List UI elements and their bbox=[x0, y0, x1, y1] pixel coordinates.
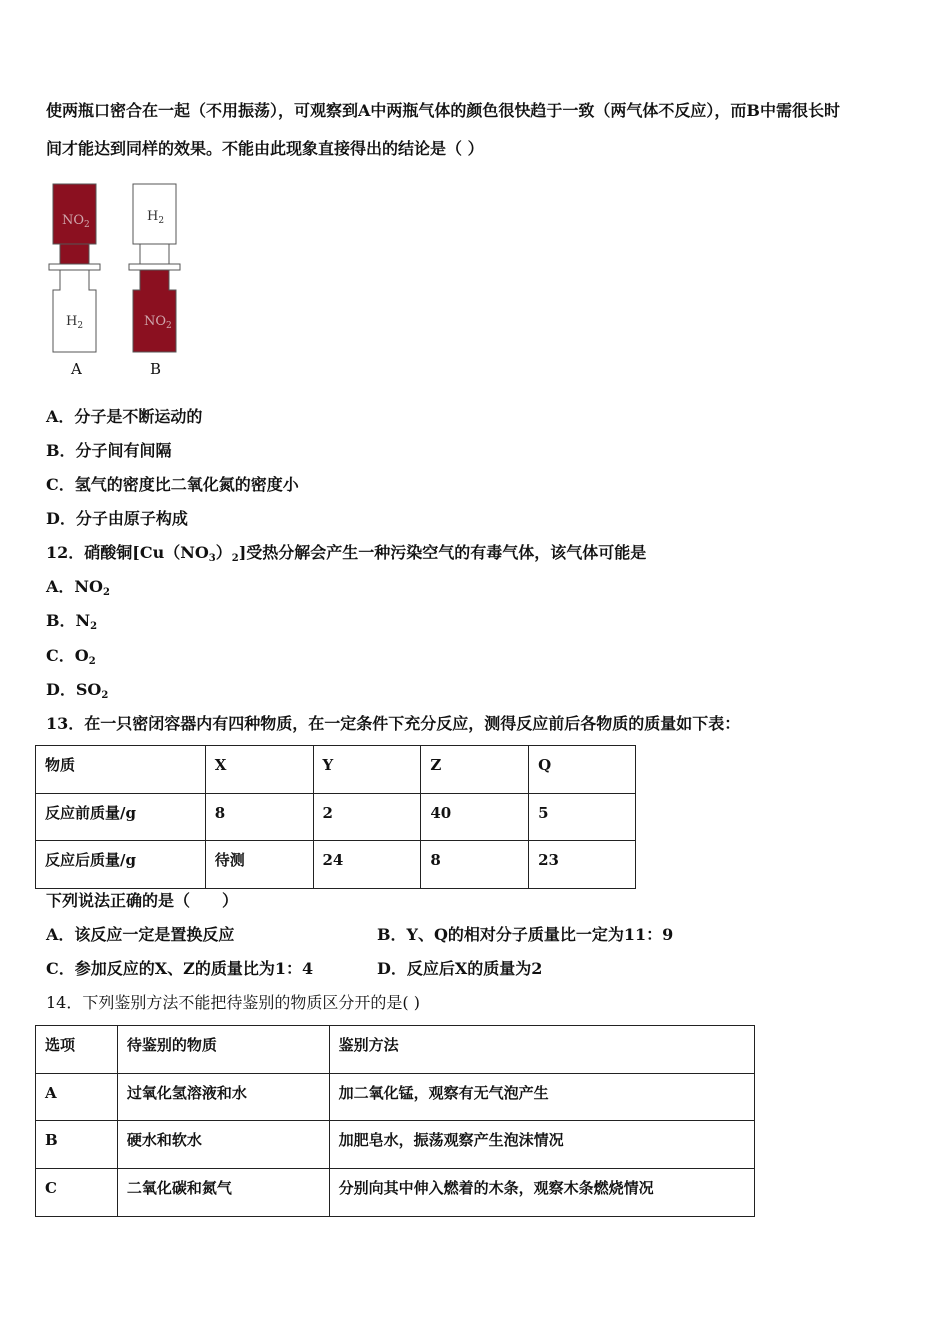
q14-stem: 14．下列鉴别方法不能把待鉴别的物质区分开的是( ) bbox=[46, 993, 420, 1012]
table-header-cell: X bbox=[205, 746, 313, 794]
table-cell: 反应前质量/g bbox=[36, 794, 206, 841]
table-cell: 8 bbox=[205, 794, 313, 841]
a-glass-plate bbox=[49, 264, 100, 270]
svg-text:NO2: $NO_2$ bbox=[62, 213, 90, 230]
table-cell: 分别向其中伸入燃着的木条，观察木条燃烧情况 bbox=[329, 1169, 754, 1217]
label-b: B bbox=[150, 360, 162, 378]
q13-stem: 13．在一只密闭容器内有四种物质，在一定条件下充分反应，测得反应前后各物质的质量如下表： bbox=[46, 714, 741, 733]
table-header-cell: 物质 bbox=[36, 746, 206, 794]
a-top-gas-label: NO bbox=[62, 213, 85, 228]
table-cell: 过氧化氢溶液和水 bbox=[117, 1074, 329, 1121]
q11-option-c: C．氢气的密度比二氧化氮的密度小 bbox=[46, 475, 299, 494]
table-row bbox=[36, 1074, 755, 1121]
table-cell: 待测 bbox=[205, 841, 313, 889]
q11-option-d: D．分子由原子构成 bbox=[46, 509, 188, 528]
table-cell: 40 bbox=[421, 794, 529, 841]
svg-text:H2: $H_2$ bbox=[66, 314, 84, 331]
table-row bbox=[36, 841, 636, 889]
gas-diffusion-figure bbox=[40, 178, 200, 383]
table-header-cell: Z bbox=[421, 746, 529, 794]
table-header-cell: 选项 bbox=[36, 1026, 118, 1074]
table-row bbox=[36, 1121, 755, 1169]
table-cell: 5 bbox=[529, 794, 636, 841]
table-cell: 23 bbox=[529, 841, 636, 889]
table-cell: 二氧化碳和氮气 bbox=[117, 1169, 329, 1217]
q14-table-header bbox=[36, 1026, 755, 1074]
table-cell: 24 bbox=[313, 841, 421, 889]
table-cell: 8 bbox=[421, 841, 529, 889]
q13-option-a: A．该反应一定是置换反应 bbox=[46, 925, 235, 944]
q13-mass-table bbox=[35, 745, 636, 889]
table-header-cell: 鉴别方法 bbox=[329, 1026, 754, 1074]
table-cell: 反应后质量/g bbox=[36, 841, 206, 889]
table-cell: A bbox=[36, 1074, 118, 1121]
table-cell: 加肥皂水，振荡观察产生泡沫情况 bbox=[329, 1121, 754, 1169]
table-cell: 加二氧化锰，观察有无气泡产生 bbox=[329, 1074, 754, 1121]
table-header-cell: Q bbox=[529, 746, 636, 794]
q13-option-b: B．Y、Q的相对分子质量比一定为11：9 bbox=[377, 925, 674, 944]
b-top-gas-label: H bbox=[147, 209, 159, 224]
q11-intro-line1: 使两瓶口密合在一起（不用振荡），可观察到A中两瓶气体的颜色很快趋于一致（两气体不反应），而B中需很长时 bbox=[46, 101, 840, 120]
table-cell: B bbox=[36, 1121, 118, 1169]
q11-intro-line2: 间才能达到同样的效果。不能由此现象直接得出的结论是（ ） bbox=[46, 139, 484, 158]
q11-option-b: B．分子间有间隔 bbox=[46, 441, 172, 460]
svg-text:H2: $H_2$ bbox=[147, 209, 165, 226]
setup-a bbox=[49, 184, 100, 352]
q12-option-d: D．$SO_2$ bbox=[46, 680, 109, 701]
q12-option-b: B．$N_2$ bbox=[46, 611, 98, 632]
q13-question: 下列说法正确的是（ ） bbox=[46, 891, 239, 910]
table-cell: C bbox=[36, 1169, 118, 1217]
b-glass-plate bbox=[129, 264, 180, 270]
q13-table-header bbox=[36, 746, 636, 794]
b-bottom-gas-label: NO bbox=[144, 314, 167, 329]
setup-b bbox=[129, 184, 180, 352]
q12-stem: 12．硝酸铜$[Cu(NO_3)_2]$受热分解会产生一种污染空气的有毒气体，该气体可能是 bbox=[46, 543, 647, 564]
svg-text:NO2: $NO_2$ bbox=[144, 314, 172, 331]
table-row bbox=[36, 1169, 755, 1217]
b-bottom-bottle bbox=[133, 270, 176, 352]
q13-option-c: C．参加反应的X、Z的质量比为1：4 bbox=[46, 959, 314, 978]
q12-option-a: A．$NO_2$ bbox=[46, 577, 110, 598]
q11-option-a: A．分子是不断运动的 bbox=[46, 407, 203, 426]
a-bottom-gas-label: H bbox=[66, 314, 78, 329]
label-a: A bbox=[71, 360, 82, 378]
q13-option-d: D．反应后X的质量为2 bbox=[377, 959, 543, 978]
a-bottom-bottle bbox=[53, 270, 96, 352]
q12-option-c: C．$O_2$ bbox=[46, 646, 96, 667]
table-cell: 硬水和软水 bbox=[117, 1121, 329, 1169]
table-row bbox=[36, 794, 636, 841]
q14-method-table bbox=[35, 1025, 755, 1217]
table-cell: 2 bbox=[313, 794, 421, 841]
table-header-cell: Y bbox=[313, 746, 421, 794]
table-header-cell: 待鉴别的物质 bbox=[117, 1026, 329, 1074]
